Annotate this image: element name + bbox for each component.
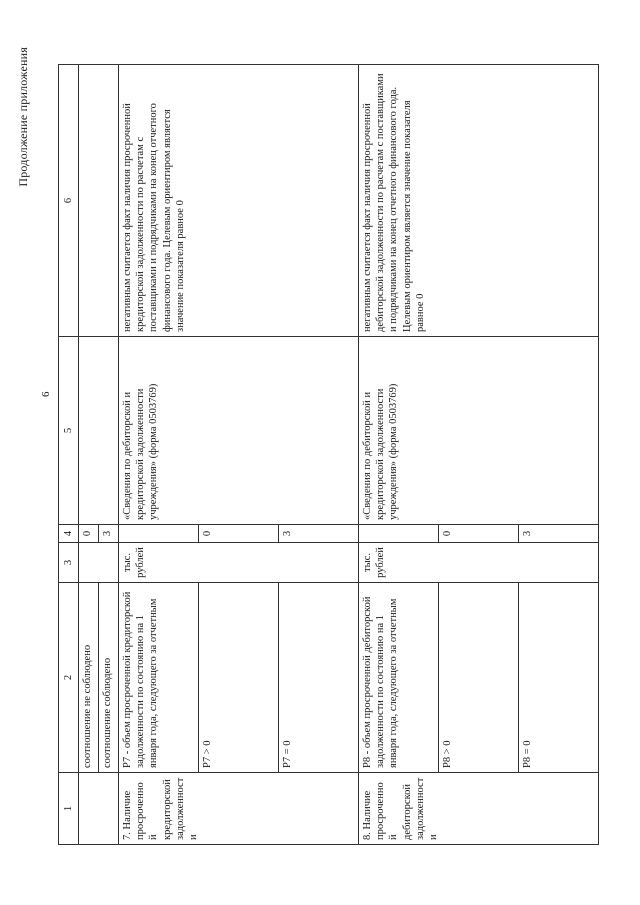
score-cell: 0	[439, 525, 519, 543]
continuation-label: Продолжение приложения	[16, 47, 30, 187]
table-row	[359, 65, 439, 845]
indicator-title: 7. Наличие просроченной кредиторской задолженности	[119, 773, 359, 845]
page-number: 6	[40, 391, 52, 397]
score-cell: 3	[279, 525, 359, 543]
indicator-definition: Р7 - объем просроченной кредиторской задолженности по состоянию на 1 января года, следующего за отчетным	[119, 583, 199, 773]
col-header-3: 3	[59, 543, 79, 583]
unit-cell: тыс. рублей	[359, 543, 599, 583]
condition-cell: Р7 > 0	[199, 583, 279, 773]
unit-cell: тыс. рублей	[119, 543, 359, 583]
table-header-row	[59, 65, 79, 845]
note-cell: негативным считается факт наличия просроченной кредиторской задолженности по расчетам с поставщиками и подрядчиками на конец отчетного финансового года. Целевым ориентиром является значение показателя равное 0	[119, 65, 359, 337]
cell-empty	[79, 65, 119, 337]
criteria-table	[58, 64, 599, 845]
source-cell: «Сведения по дебиторской и кредиторской задолженности учреждения» (форма 0503769)	[359, 337, 599, 525]
col-header-1: 1	[59, 773, 79, 845]
condition-cell: Р8 = 0	[519, 583, 599, 773]
condition-cell: соотношение не соблюдено	[79, 583, 99, 773]
note-cell: негативным считается факт наличия просроченной дебиторской задолженности по расчетам с поставщиками и подрядчиками на конец отчетного финансового года. Целевым ориентиром является значение показателя равное 0	[359, 65, 599, 337]
col-header-5: 5	[59, 337, 79, 525]
score-cell: 3	[99, 525, 119, 543]
cell-empty	[79, 337, 119, 525]
condition-cell: Р8 > 0	[439, 583, 519, 773]
col-header-4: 4	[59, 525, 79, 543]
score-cell: 0	[79, 525, 99, 543]
score-cell: 3	[519, 525, 599, 543]
score-cell: 0	[199, 525, 279, 543]
condition-cell: соотношение соблюдено	[99, 583, 119, 773]
source-cell: «Сведения по дебиторской и кредиторской задолженности учреждения» (форма 0503769)	[119, 337, 359, 525]
condition-cell: Р7 = 0	[279, 583, 359, 773]
col-header-2: 2	[59, 583, 79, 773]
indicator-definition: Р8 - объем просроченной дебиторской задолженности по состоянию на 1 января года, следующего за отчетным	[359, 583, 439, 773]
table-row	[119, 65, 199, 845]
indicator-title: 8. Наличие просроченной дебиторской задолженности	[359, 773, 599, 845]
col-header-6: 6	[59, 65, 79, 337]
rotated-content	[16, 47, 598, 845]
cell-empty	[359, 525, 439, 543]
cell-empty	[119, 525, 199, 543]
cell-empty	[79, 543, 119, 583]
table-row	[79, 65, 99, 845]
cell-empty	[79, 773, 119, 845]
